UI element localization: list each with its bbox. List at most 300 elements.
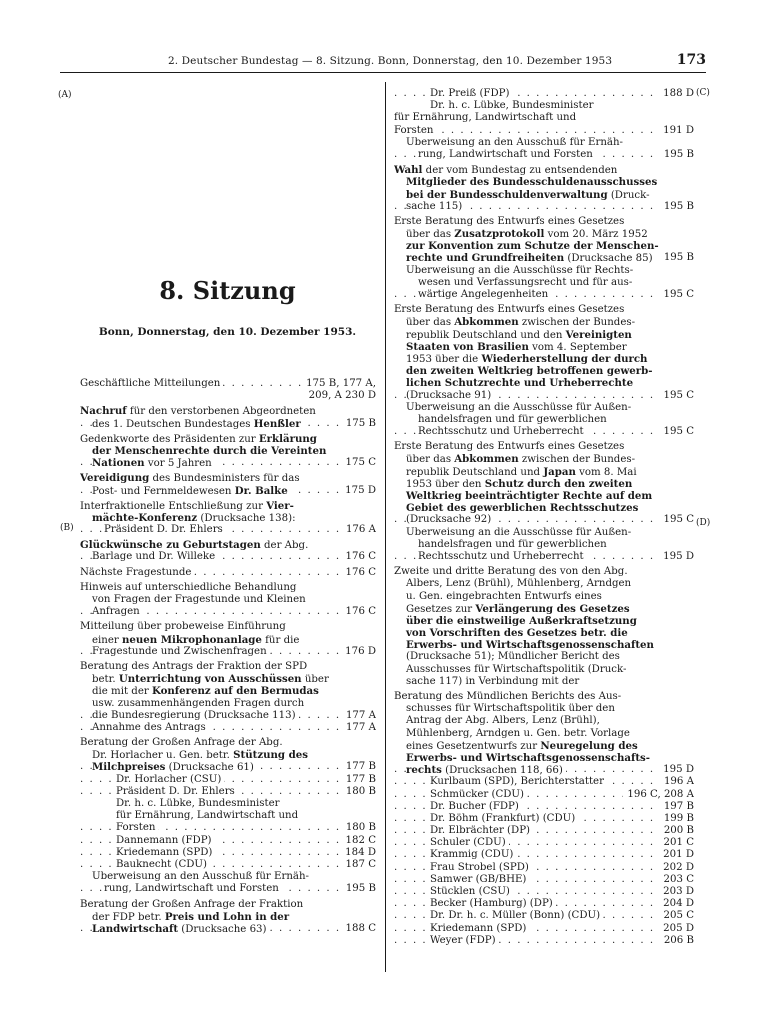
entry-text: Überweisung an die Ausschüsse für Außen- <box>406 526 632 538</box>
bold-term: Dr. Balke <box>234 484 288 497</box>
bold-term: Erklärung <box>258 432 317 445</box>
entry-text: über das <box>406 229 455 241</box>
page-reference: 204 D <box>659 898 694 910</box>
entry-text: Erste Beratung des Entwurfs eines Gesetzes <box>394 441 625 453</box>
bold-term: Erwerbs- und Wirtschaftsgenossenschafts- <box>406 751 651 764</box>
index-line <box>394 837 694 849</box>
bold-term: von Vorschriften des Gesetzes betr. die <box>406 627 628 640</box>
entry-text: des 1. Deutschen Bundestages <box>92 418 254 430</box>
entry-text: (Drucksache 92) <box>406 514 492 526</box>
entry-text: Überweisung an die Ausschüsse für Rechts- <box>406 264 634 276</box>
margin-marker-d: (D) <box>696 518 711 528</box>
index-line <box>394 849 694 861</box>
entry-text: Kurlbaum (SPD), Berichterstatter <box>430 776 604 788</box>
entry-text: für die <box>261 634 300 646</box>
index-entry <box>80 737 376 895</box>
entry-text: Präsident D. Dr. Ehlers <box>104 524 223 536</box>
entry-text: Krammig (CDU) <box>430 849 514 861</box>
index-line <box>394 164 694 176</box>
index-line <box>394 100 694 112</box>
index-line <box>394 490 694 502</box>
bold-term: Verlängerung des Gesetzes <box>475 602 630 615</box>
index-line <box>80 822 376 834</box>
index-line <box>394 502 694 514</box>
page-reference: 195 B <box>660 201 694 213</box>
index-entry <box>394 216 694 301</box>
bold-term: Konferenz auf den Bermudas <box>151 685 319 698</box>
page-number: 173 <box>676 52 706 68</box>
index-line <box>80 405 376 417</box>
entry-text: für Ernährung, Landwirtschaft und <box>116 810 299 822</box>
entry-text: Dr. Elbrächter (DP) <box>430 825 531 837</box>
page-reference: 182 C <box>342 835 376 847</box>
index-line <box>394 551 694 563</box>
index-line <box>394 414 694 426</box>
entry-text: Anfragen <box>92 606 140 618</box>
index-line <box>80 835 376 847</box>
index-entry <box>394 88 694 161</box>
entry-text: vom 20. März 1952 <box>544 229 648 241</box>
index-line <box>80 524 376 536</box>
entry-text: Mitteilung über probeweise Einführung <box>80 621 286 633</box>
index-line <box>80 761 376 773</box>
entry-text: über das <box>406 454 455 466</box>
page-reference: 200 B <box>660 825 694 837</box>
page-reference: 176 D <box>341 646 376 658</box>
entry-text: von Fragen der Fragestunde und Kleinen <box>92 594 306 605</box>
entry-text: wärtige Angelegenheiten <box>418 289 549 300</box>
bold-term: Vereinigten <box>565 328 632 341</box>
entry-text: die mit der <box>92 686 152 698</box>
page-reference: 195 C <box>660 514 694 526</box>
entry-text: Forsten <box>116 822 156 834</box>
page-reference: 175 C <box>342 457 376 469</box>
page-reference: 203 D <box>659 886 694 898</box>
page-reference: 188 C <box>342 923 376 935</box>
index-line <box>394 228 694 240</box>
index-line <box>394 201 694 213</box>
index-line <box>394 189 694 201</box>
entry-text: betr. <box>92 674 119 686</box>
index-entry <box>394 164 694 213</box>
entry-text: Dr. Böhm (Frankfurt) (CDU) <box>430 812 576 824</box>
index-line <box>80 698 376 710</box>
page-reference: 184 D <box>341 847 376 859</box>
page-reference: 187 C <box>342 859 376 871</box>
index-line <box>394 402 694 414</box>
entry-text: vom 8. Mai <box>575 466 637 478</box>
entry-text: Beratung des Antrags der Fraktion der SPD <box>80 660 308 672</box>
page-reference: 195 B <box>660 149 694 161</box>
entry-text: (Drucksache 91) <box>406 389 492 401</box>
index-entry <box>394 566 694 688</box>
index-line <box>394 703 694 715</box>
index-entry <box>80 582 376 619</box>
session-title: 8. Sitzung <box>159 276 296 305</box>
entry-text: Kriedemann (SPD) <box>430 922 527 934</box>
index-line <box>394 289 694 301</box>
index-line <box>394 591 694 603</box>
entry-text: rung, Landwirtschaft und Forsten <box>418 148 593 160</box>
bold-term: Henßler <box>253 417 301 430</box>
bold-term: zur Konvention zum Schutze der Menschen- <box>406 240 659 253</box>
entry-text: der Abg. <box>260 540 309 552</box>
bold-term: der Menschenrechte durch die Vereinten <box>92 444 327 457</box>
bold-term: rechte und Grundfreiheiten <box>406 252 565 265</box>
index-line <box>394 764 694 776</box>
index-line <box>394 676 694 688</box>
entry-text: Forsten <box>394 124 434 136</box>
index-line <box>80 911 376 923</box>
index-line <box>394 426 694 438</box>
index-line <box>394 923 694 935</box>
page-reference: 209, A 230 D <box>305 390 376 402</box>
entry-text: (Drucksachen 118, 66) <box>441 765 563 777</box>
index-line <box>394 566 694 578</box>
entry-text: Albers, Lenz (Brühl), Mühlenberg, Arndgen <box>406 578 632 590</box>
index-line <box>80 737 376 749</box>
entry-text: Interfraktionelle Entschließung zur <box>80 500 267 512</box>
entry-text: Dr. Bucher (FDP) <box>430 800 519 812</box>
index-line <box>80 512 376 524</box>
page-reference: 195 B <box>342 883 376 895</box>
index-entry <box>80 472 376 496</box>
index-line <box>80 871 376 883</box>
running-head-text: 2. Deutscher Bundestag — 8. Sitzung. Bonn, Donnerstag, den 10. Dezember 1953 <box>168 55 613 67</box>
entry-text: Mühlenberg, Arndgen u. Gen. betr. Vorlage <box>406 727 630 739</box>
index-line <box>394 329 694 341</box>
entry-text: Rechtsschutz und Urheberrecht <box>418 550 584 562</box>
index-line <box>80 774 376 786</box>
entry-text: vom 4. September <box>528 341 627 353</box>
page-reference: 195 C <box>660 289 694 301</box>
index-line <box>80 472 376 484</box>
page-reference: 195 D <box>659 551 694 563</box>
index-entry <box>394 304 694 438</box>
entry-text: (Drucksache 63) <box>178 923 267 935</box>
index-line <box>394 639 694 651</box>
index-entry <box>80 500 376 537</box>
entry-text: (Druck- <box>607 189 650 201</box>
entry-text: über <box>301 674 329 686</box>
index-line <box>394 125 694 137</box>
index-line <box>80 418 376 430</box>
bold-term: über die einstweilige Außerkraftsetzung <box>406 614 637 627</box>
entry-text: für Ernährung, Landwirtschaft und <box>394 112 577 124</box>
index-line <box>394 651 694 663</box>
page-reference: 203 C <box>660 874 694 886</box>
index-line <box>394 578 694 590</box>
bold-term: Wiederherstellung der durch <box>481 352 648 365</box>
index-line <box>394 728 694 740</box>
index-line <box>394 886 694 898</box>
index-line <box>394 935 694 947</box>
column-divider <box>385 82 386 972</box>
index-line <box>80 390 376 402</box>
index-line <box>80 798 376 810</box>
entry-text: Barlage und Dr. Willeke <box>92 551 216 563</box>
page-reference: 195 C <box>660 390 694 402</box>
index-line <box>394 341 694 353</box>
entry-text: rung, Landwirtschaft und Forsten <box>104 883 279 895</box>
entry-text: Nächste Fragestunde <box>80 566 192 578</box>
page-reference: 176 C <box>342 551 376 563</box>
bold-term: Gebiet des gewerblichen Rechtsschutzes <box>406 502 639 515</box>
left-column-index <box>80 378 376 938</box>
index-line <box>394 353 694 365</box>
entry-text: Bauknecht (CDU) <box>116 858 207 870</box>
entry-text: Zweite und dritte Beratung des von den Abg. <box>394 566 628 578</box>
entry-text: zwischen der Bundes- <box>518 317 636 329</box>
entry-text: (Drucksache 138): <box>197 512 296 524</box>
index-line <box>394 603 694 615</box>
index-entry <box>80 378 376 402</box>
page-reference: 177 B <box>342 774 376 786</box>
bold-term: den zweiten Weltkrieg betroffenen gewerb- <box>406 365 653 378</box>
page-reference: 205 D <box>659 923 694 935</box>
entry-text: Präsident D. Dr. Ehlers <box>116 785 235 797</box>
index-line <box>394 377 694 389</box>
entry-text: handelsfragen und für gewerblichen <box>418 413 607 425</box>
bold-term: Nachruf <box>80 405 127 418</box>
index-line <box>394 240 694 252</box>
index-line <box>394 216 694 228</box>
entry-text: eines Gesetzentwurfs zur <box>406 740 541 752</box>
index-line <box>394 664 694 676</box>
page-reference: 205 C <box>660 910 694 922</box>
index-line <box>394 149 694 161</box>
entry-text: (Drucksache 51); Mündlicher Bericht des <box>406 651 620 663</box>
index-entry <box>80 567 376 579</box>
index-line <box>80 646 376 658</box>
entry-text: für den verstorbenen Abgeordneten <box>126 406 316 418</box>
index-line <box>394 801 694 813</box>
bold-term: rechts <box>406 764 442 777</box>
page-reference: 199 B <box>660 813 694 825</box>
entry-text: Erste Beratung des Entwurfs eines Gesetzes <box>394 215 625 227</box>
index-line <box>394 813 694 825</box>
index-entry <box>80 621 376 658</box>
entry-text: Geschäftliche Mitteilungen <box>80 378 221 389</box>
entry-text: (Drucksache 61) <box>165 762 254 774</box>
entry-text: schusses für Wirtschaftspolitik über den <box>406 703 615 715</box>
entry-text: Weyer (FDP) <box>430 934 496 946</box>
right-column-index <box>394 88 694 950</box>
index-line <box>394 304 694 316</box>
index-line <box>80 786 376 798</box>
entry-text: Dr. Horlacher (CSU) <box>116 773 222 785</box>
index-line <box>394 910 694 922</box>
page-reference: 180 B <box>342 786 376 798</box>
index-line <box>80 445 376 457</box>
index-line <box>80 378 376 390</box>
entry-text: Dannemann (FDP) <box>116 834 212 846</box>
index-line <box>394 252 694 264</box>
bold-term: Abkommen <box>454 453 519 466</box>
margin-marker-b: (B) <box>60 523 74 533</box>
index-entry <box>80 433 376 470</box>
entry-text: Überweisung an die Ausschüsse für Außen- <box>406 401 632 413</box>
entry-text: Überweisung an den Ausschuß für Ernäh- <box>92 871 309 883</box>
index-line <box>80 606 376 618</box>
index-line <box>394 752 694 764</box>
index-line <box>394 176 694 188</box>
index-line <box>80 485 376 497</box>
index-line <box>394 277 694 289</box>
index-line <box>80 621 376 633</box>
index-line <box>394 88 694 100</box>
page-reference: 195 D <box>659 764 694 776</box>
bold-term: Staaten von Brasilien <box>406 340 529 353</box>
bold-term: Zusatzprotokoll <box>454 228 545 241</box>
page-reference: 191 D <box>659 125 694 137</box>
index-line <box>80 859 376 871</box>
bold-term: Mitglieder des Bundesschuldenausschusses <box>406 176 658 189</box>
bold-term: Neuregelung des <box>540 739 638 752</box>
index-line <box>394 776 694 788</box>
entry-text: Annahme des Antrags <box>92 721 206 733</box>
entry-text: der FDP betr. <box>92 911 165 923</box>
entry-text: über das <box>406 317 455 329</box>
index-line <box>394 691 694 703</box>
entry-text: Überweisung an den Ausschuß für Ernäh- <box>406 136 623 148</box>
entry-text: sache 117) in Verbindung mit der <box>406 675 580 687</box>
index-line <box>80 749 376 761</box>
index-entry <box>394 441 694 563</box>
index-line <box>394 137 694 149</box>
page-reference: 188 D <box>659 88 694 100</box>
entry-text: usw. zusammenhängenden Fragen durch <box>92 697 305 709</box>
entry-text: Beratung der Großen Anfrage der Abg. <box>80 737 283 749</box>
entry-text: des Bundesministers für das <box>149 473 300 485</box>
page-reference: 201 C <box>660 837 694 849</box>
entry-text: Beratung der Großen Anfrage der Fraktion <box>80 898 304 910</box>
page-reference: 175 B, 177 A, <box>302 378 376 390</box>
entry-text: Schuler (CDU) <box>430 837 506 849</box>
bold-term: Japan <box>543 465 576 478</box>
bold-term: Preis und Lohn in der <box>164 910 290 923</box>
running-header <box>60 52 706 72</box>
page-reference: 176 A <box>342 524 376 536</box>
bold-term: Erwerbs- und Wirtschaftsgenossenschaften <box>406 639 654 652</box>
index-line <box>394 390 694 402</box>
entry-text: handelsfragen und für gewerblichen <box>418 538 607 550</box>
index-line <box>80 539 376 551</box>
entry-text: Samwer (GB/BHE) <box>430 873 527 885</box>
bold-term: neuen Mikrophonanlage <box>122 633 262 646</box>
bold-term: Schutz durch den zweiten <box>484 477 633 490</box>
entry-text: Frau Strobel (SPD) <box>430 861 529 873</box>
entry-text: Post- und Fernmeldewesen <box>92 485 235 497</box>
index-line <box>394 112 694 124</box>
index-line <box>80 500 376 512</box>
index-line <box>394 514 694 526</box>
page-reference: 202 D <box>659 862 694 874</box>
entry-text: Rechtsschutz und Urheberrecht <box>418 426 584 438</box>
index-line <box>394 365 694 377</box>
entry-text: 1953 über den <box>406 478 485 490</box>
bold-term: Nationen <box>92 457 145 470</box>
page-reference: 196 A <box>660 776 694 788</box>
index-line <box>394 898 694 910</box>
entry-text: vor 5 Jahren <box>144 458 212 470</box>
bold-term: Vereidigung <box>80 472 150 485</box>
entry-text: (Drucksache 85) <box>564 253 653 265</box>
page-reference: 201 D <box>659 849 694 861</box>
index-line <box>80 551 376 563</box>
page-reference: 175 D <box>341 485 376 497</box>
entry-text: Gesetzes zur <box>406 603 476 615</box>
entry-text: der vom Bundestag zu entsendenden <box>422 165 618 177</box>
entry-text: Becker (Hamburg) (DP) <box>430 898 553 910</box>
index-line <box>80 433 376 445</box>
index-line <box>394 874 694 886</box>
index-entry <box>80 899 376 936</box>
entry-text: 1953 über die <box>406 353 482 365</box>
index-line <box>80 883 376 895</box>
page-reference: 176 C <box>342 606 376 618</box>
index-line <box>394 740 694 752</box>
index-line <box>394 265 694 277</box>
entry-text: Ausschusses für Wirtschaftspolitik (Druck- <box>406 663 627 675</box>
bold-term: Milchpreises <box>92 761 166 774</box>
index-line <box>394 441 694 453</box>
entry-text: wesen und Verfassungsrecht und für aus- <box>418 276 633 288</box>
page-reference: 176 C <box>342 567 376 579</box>
index-line <box>394 478 694 490</box>
entry-text: Dr. Preiß (FDP) <box>430 88 510 99</box>
index-line <box>80 847 376 859</box>
entry-text: Hinweis auf unterschiedliche Behandlung <box>80 581 297 593</box>
header-rule <box>60 72 706 73</box>
index-line <box>80 722 376 734</box>
page-reference: 177 A <box>342 722 376 734</box>
index-line <box>80 634 376 646</box>
index-line <box>394 627 694 639</box>
index-line <box>80 810 376 822</box>
page-reference: 197 B <box>660 801 694 813</box>
index-line <box>80 899 376 911</box>
entry-text: sache 115) <box>406 200 463 212</box>
page-reference: 180 B <box>342 822 376 834</box>
bold-term: Unterrichtung von Ausschüssen <box>118 673 302 686</box>
index-entry <box>80 539 376 563</box>
entry-text: Stücklen (CSU) <box>430 886 510 897</box>
index-entry <box>394 691 694 947</box>
page-reference: 195 C <box>660 426 694 438</box>
index-entry <box>80 405 376 429</box>
entry-text: Beratung des Mündlichen Berichts des Aus- <box>394 691 622 702</box>
index-line <box>394 715 694 727</box>
entry-text: einer <box>92 634 122 646</box>
bold-term: Glückwünsche zu Geburtstagen <box>80 539 261 552</box>
page-reference: 196 C, 208 A <box>623 789 694 801</box>
entry-text: republik Deutschland und den <box>406 329 566 341</box>
index-line <box>80 685 376 697</box>
bold-term: Wahl <box>394 164 423 177</box>
bold-term: bei der Bundesschuldenverwaltung <box>406 188 608 201</box>
bold-term: Vier- <box>266 499 294 512</box>
entry-text: Kriedemann (SPD) <box>116 846 213 858</box>
bold-term: lichen Schutzrechte und Urheberrechte <box>406 377 634 390</box>
page-reference: 177 A <box>342 710 376 722</box>
page-reference: 175 B <box>342 418 376 430</box>
index-line <box>394 453 694 465</box>
entry-text: republik Deutschland und <box>406 466 544 478</box>
index-line <box>80 594 376 606</box>
index-line <box>394 789 694 801</box>
bold-term: Stützung des <box>233 749 308 762</box>
